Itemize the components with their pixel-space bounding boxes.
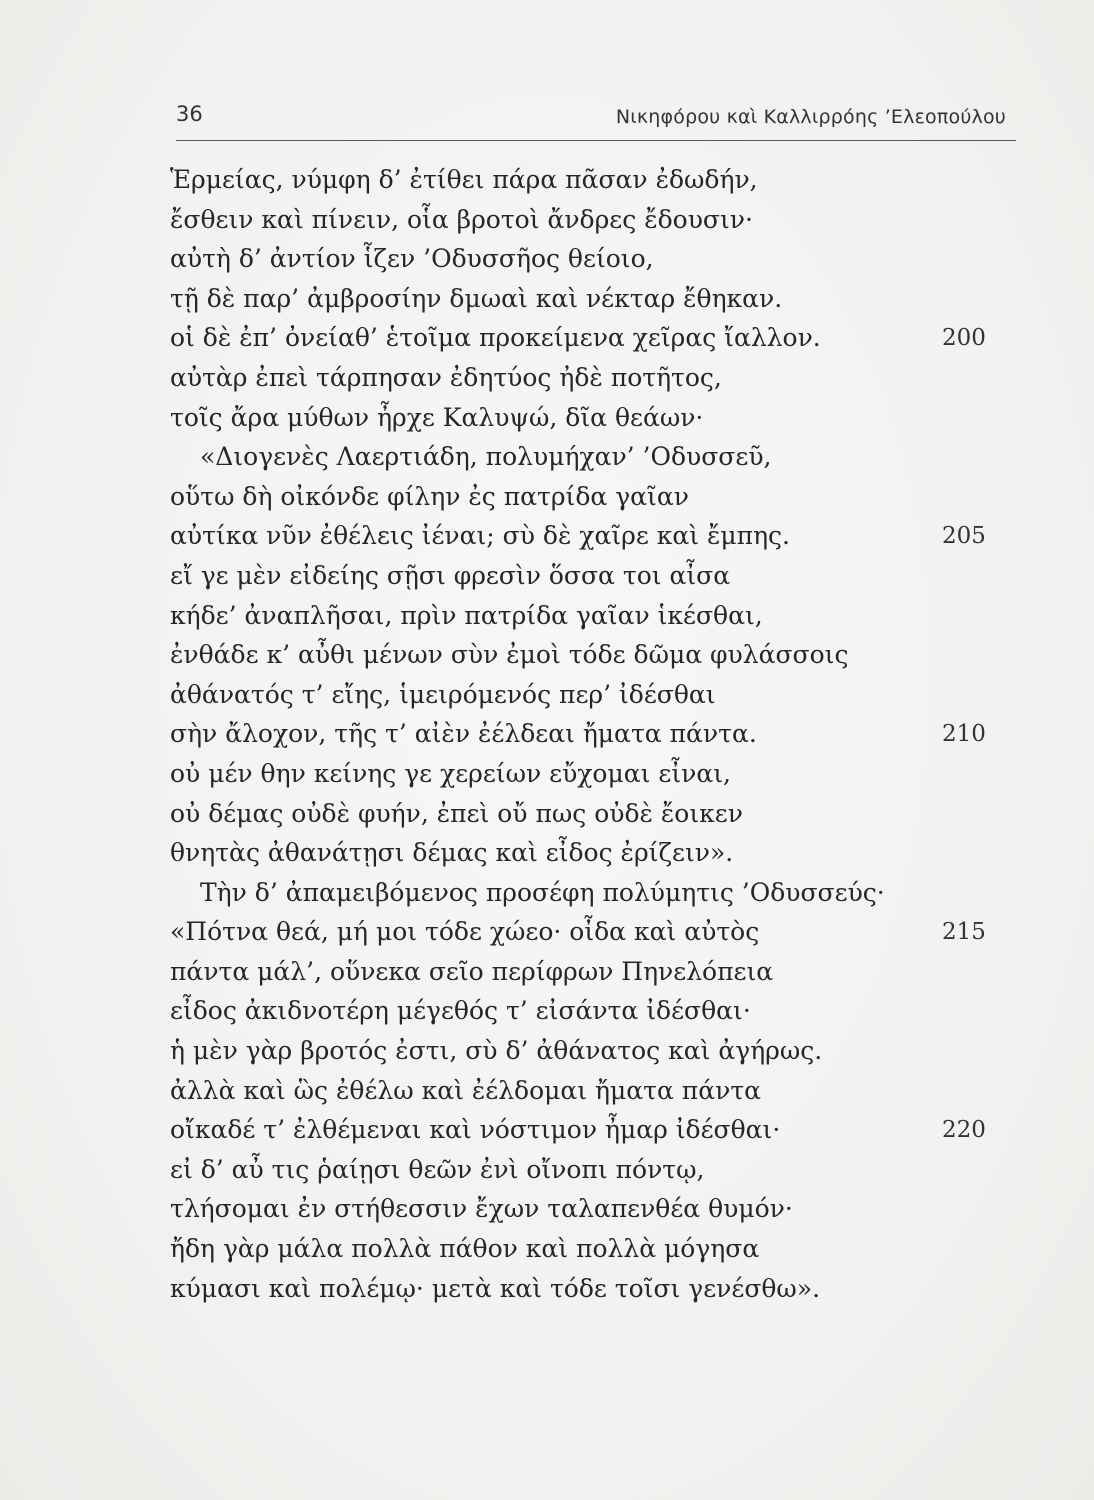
line-number: 200 — [942, 325, 986, 352]
verse-text: «Διογενὲς Λαερτιάδη, πολυμήχαν’ ’Οδυσσεῦ, — [200, 442, 772, 472]
header-rule — [176, 140, 1016, 141]
verse-line — [170, 714, 990, 754]
verse-text: αὐτὴ δ’ ἀντίον ἷζεν ’Οδυσσῆος θείοιο, — [170, 244, 654, 274]
verse-text: ἤδη γὰρ μάλα πολλὰ πάθον καὶ πολλὰ μόγησα — [170, 1234, 760, 1264]
verse-text: Τὴν δ’ ἀπαμειβόμενος προσέφη πολύμητις ’Οδυσσεύς· — [200, 877, 885, 907]
verse-line — [170, 200, 990, 240]
verse-line — [170, 912, 990, 952]
line-number: 215 — [942, 919, 986, 946]
line-number: 220 — [942, 1117, 986, 1144]
verse-text: εἴ γε μὲν εἰδείης σῇσι φρεσὶν ὅσσα τοι αἶσα — [170, 560, 731, 590]
verse-text: ἀθάνατός τ’ εἴης, ἱμειρόμενός περ’ ἰδέσθαι — [170, 679, 716, 709]
verse-text: εἰ δ’ αὖ τις ῥαίῃσι θεῶν ἐνὶ οἴνοπι πόντῳ, — [170, 1154, 705, 1184]
verse-text: αὐτίκα νῦν ἐθέλεις ἰέναι; σὺ δὲ χαῖρε καὶ ἔμπης. — [170, 521, 791, 551]
verse-line — [170, 239, 990, 279]
verse-line — [170, 358, 990, 398]
verse-text: εἶδος ἀκιδνοτέρη μέγεθός τ’ εἰσάντα ἰδέσθαι· — [170, 996, 751, 1026]
verse-text: αὐτὰρ ἐπεὶ τάρπησαν ἐδητύος ἠδὲ ποτῆτος, — [170, 362, 722, 392]
verse-line — [170, 991, 990, 1031]
line-number: 205 — [942, 523, 986, 550]
verse-line — [170, 1229, 990, 1269]
verse-line — [170, 635, 990, 675]
verse-text: ἀλλὰ καὶ ὣς ἐθέλω καὶ ἐέλδομαι ἤματα πάντα — [170, 1075, 762, 1105]
verse-line — [170, 754, 990, 794]
verse-text: θνητὰς ἀθανάτῃσι δέμας καὶ εἶδος ἐρίζειν». — [170, 838, 734, 868]
verse-line — [170, 477, 990, 517]
verse-text: κύμασι καὶ πολέμῳ· μετὰ καὶ τόδε τοῖσι γενέσθω». — [170, 1273, 821, 1303]
verse-line — [170, 873, 990, 913]
verse-line — [170, 1071, 990, 1111]
verse-line — [170, 1110, 990, 1150]
verse-block — [170, 160, 990, 1308]
verse-text: τλήσομαι ἐν στήθεσσιν ἔχων ταλαπενθέα θυμόν· — [170, 1194, 793, 1224]
verse-line — [170, 1189, 990, 1229]
verse-line — [170, 794, 990, 834]
page-header — [176, 96, 1014, 136]
verse-line — [170, 437, 990, 477]
verse-text: οὐ δέμας οὐδὲ φυήν, ἐπεὶ οὔ πως οὐδὲ ἔοικεν — [170, 798, 743, 828]
verse-text: ἐνθάδε κ’ αὖθι μένων σὺν ἐμοὶ τόδε δῶμα φυλάσσοις — [170, 640, 849, 670]
verse-line — [170, 398, 990, 438]
verse-line — [170, 1269, 990, 1309]
verse-line — [170, 1031, 990, 1071]
verse-text: κήδε’ ἀναπλῆσαι, πρὶν πατρίδα γαῖαν ἱκέσθαι, — [170, 600, 763, 630]
verse-line — [170, 596, 990, 636]
page-number: 36 — [176, 102, 203, 126]
verse-line — [170, 952, 990, 992]
verse-text: ἔσθειν καὶ πίνειν, οἷα βροτοὶ ἄνδρες ἔδουσιν· — [170, 204, 753, 234]
verse-text: Ἑρμείας, νύμφη δ’ ἐτίθει πάρα πᾶσαν ἐδωδήν, — [170, 165, 758, 194]
running-head: Νικηφόρου καὶ Καλλιρρόης ’Ελεοπούλου — [615, 106, 1006, 128]
verse-line — [170, 675, 990, 715]
verse-text: πάντα μάλ’, οὕνεκα σεῖο περίφρων Πηνελόπεια — [170, 956, 774, 986]
verse-line — [170, 516, 990, 556]
verse-text: σὴν ἄλοχον, τῆς τ’ αἰὲν ἐέλδεαι ἤματα πάντα. — [170, 719, 757, 749]
verse-text: ἡ μὲν γὰρ βροτός ἐστι, σὺ δ’ ἀθάνατος καὶ ἀγήρως. — [170, 1036, 823, 1066]
verse-text: τοῖς ἄρα μύθων ἦρχε Καλυψώ, δῖα θεάων· — [170, 402, 704, 432]
verse-line — [170, 833, 990, 873]
verse-line — [170, 318, 990, 358]
verse-line — [170, 556, 990, 596]
line-number: 210 — [942, 721, 986, 748]
verse-text: οὕτω δὴ οἰκόνδε φίλην ἐς πατρίδα γαῖαν — [170, 481, 689, 511]
verse-text: οἱ δὲ ἐπ’ ὀνείαθ’ ἑτοῖμα προκείμενα χεῖρας ἴαλλον. — [170, 323, 821, 353]
verse-text: «Πότνα θεά, μή μοι τόδε χώεο· οἶδα καὶ αὐτὸς — [170, 917, 760, 947]
verse-line — [170, 1150, 990, 1190]
verse-text: τῇ δὲ παρ’ ἀμβροσίην δμωαὶ καὶ νέκταρ ἔθηκαν. — [170, 283, 783, 313]
verse-line — [170, 279, 990, 319]
verse-line — [170, 160, 990, 200]
verse-text: οὐ μέν θην κείνης γε χερείων εὔχομαι εἶναι, — [170, 758, 731, 788]
verse-text: οἴκαδέ τ’ ἐλθέμεναι καὶ νόστιμον ἦμαρ ἰδέσθαι· — [170, 1115, 781, 1145]
